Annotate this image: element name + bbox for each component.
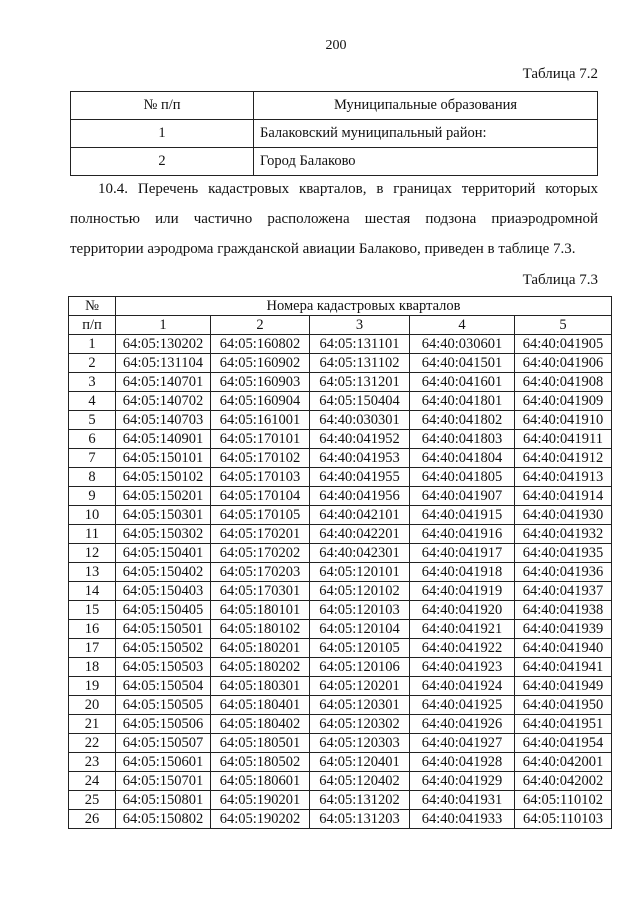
cadastral-quarter-cell: 64:05:120401 [310, 753, 410, 772]
cadastral-quarter-cell: 64:05:160802 [211, 335, 310, 354]
cadastral-quarter-cell: 64:05:150403 [116, 582, 211, 601]
table-row [69, 525, 612, 544]
row-number: 7 [69, 449, 116, 468]
cadastral-quarter-cell: 64:05:150405 [116, 601, 211, 620]
row-number: 10 [69, 506, 116, 525]
cadastral-quarter-cell: 64:40:041805 [410, 468, 515, 487]
cadastral-quarter-cell: 64:05:120106 [310, 658, 410, 677]
row-number: 20 [69, 696, 116, 715]
cadastral-quarter-cell: 64:40:041803 [410, 430, 515, 449]
cell: 1 [71, 120, 254, 148]
cadastral-quarter-cell: 64:05:150507 [116, 734, 211, 753]
table-row [69, 772, 612, 791]
row-number: 19 [69, 677, 116, 696]
cadastral-quarter-cell: 64:05:150102 [116, 468, 211, 487]
cadastral-quarter-cell: 64:05:180402 [211, 715, 310, 734]
cadastral-quarter-cell: 64:05:170102 [211, 449, 310, 468]
cadastral-quarter-cell: 64:05:180102 [211, 620, 310, 639]
cadastral-quarter-cell: 64:40:041928 [410, 753, 515, 772]
cadastral-quarter-cell: 64:40:041941 [515, 658, 612, 677]
table-row [69, 620, 612, 639]
table-header-row [69, 316, 612, 335]
row-number: 16 [69, 620, 116, 639]
row-number: 23 [69, 753, 116, 772]
cadastral-quarter-cell: 64:05:150501 [116, 620, 211, 639]
cadastral-quarter-cell: 64:40:030601 [410, 335, 515, 354]
cadastral-quarter-cell: 64:40:041954 [515, 734, 612, 753]
cadastral-quarter-cell: 64:05:120101 [310, 563, 410, 582]
cadastral-quarter-cell: 64:05:180501 [211, 734, 310, 753]
row-number: 13 [69, 563, 116, 582]
cadastral-quarter-cell: 64:05:131202 [310, 791, 410, 810]
cadastral-quarter-cell: 64:05:150802 [116, 810, 211, 829]
cadastral-quarter-cell: 64:40:041923 [410, 658, 515, 677]
cadastral-quarter-cell: 64:40:042101 [310, 506, 410, 525]
cadastral-quarter-cell: 64:05:180201 [211, 639, 310, 658]
column-header: 2 [211, 316, 310, 335]
cadastral-quarter-cell: 64:05:180502 [211, 753, 310, 772]
cadastral-quarter-cell: 64:05:150801 [116, 791, 211, 810]
cadastral-quarter-cell: 64:05:150506 [116, 715, 211, 734]
row-number: 26 [69, 810, 116, 829]
column-header: 3 [310, 316, 410, 335]
cadastral-quarter-cell: 64:05:131102 [310, 354, 410, 373]
cadastral-quarter-cell: 64:40:041938 [515, 601, 612, 620]
table-row [69, 449, 612, 468]
cadastral-quarter-cell: 64:40:041936 [515, 563, 612, 582]
cadastral-quarter-cell: 64:40:042301 [310, 544, 410, 563]
cadastral-quarter-cell: 64:05:150404 [310, 392, 410, 411]
cadastral-quarter-cell: 64:05:120105 [310, 639, 410, 658]
cadastral-quarter-cell: 64:05:131104 [116, 354, 211, 373]
cadastral-quarter-cell: 64:05:170105 [211, 506, 310, 525]
table-row [69, 335, 612, 354]
cadastral-quarter-cell: 64:05:170203 [211, 563, 310, 582]
header-group: Номера кадастровых кварталов [116, 297, 612, 316]
table-row [69, 392, 612, 411]
cadastral-quarter-cell: 64:40:041937 [515, 582, 612, 601]
table-row [69, 677, 612, 696]
page-number: 200 [325, 38, 347, 53]
row-number: 9 [69, 487, 116, 506]
row-number: 22 [69, 734, 116, 753]
table-row [69, 696, 612, 715]
cadastral-quarter-cell: 64:05:180401 [211, 696, 310, 715]
cadastral-quarter-cell: 64:05:170103 [211, 468, 310, 487]
cadastral-quarter-cell: 64:40:041929 [410, 772, 515, 791]
row-number: 2 [69, 354, 116, 373]
cadastral-quarter-cell: 64:05:120301 [310, 696, 410, 715]
cadastral-quarter-cell: 64:05:170101 [211, 430, 310, 449]
cadastral-quarter-cell: 64:05:150101 [116, 449, 211, 468]
cadastral-quarter-cell: 64:40:041940 [515, 639, 612, 658]
column-header: 4 [410, 316, 515, 335]
cadastral-quarter-cell: 64:05:150401 [116, 544, 211, 563]
paragraph-10-4 [70, 174, 598, 264]
cadastral-quarter-cell: 64:40:041916 [410, 525, 515, 544]
table-row [69, 810, 612, 829]
cadastral-quarter-cell: 64:40:041907 [410, 487, 515, 506]
cell: 2 [71, 148, 254, 176]
table-row [69, 373, 612, 392]
cadastral-quarter-cell: 64:40:030301 [310, 411, 410, 430]
cadastral-quarter-cell: 64:05:150504 [116, 677, 211, 696]
table-7-3 [68, 296, 612, 829]
cadastral-quarter-cell: 64:05:150601 [116, 753, 211, 772]
row-number: 6 [69, 430, 116, 449]
cadastral-quarter-cell: 64:40:042001 [515, 753, 612, 772]
cadastral-quarter-cell: 64:40:041919 [410, 582, 515, 601]
cadastral-quarter-cell: 64:05:170201 [211, 525, 310, 544]
cadastral-quarter-cell: 64:05:150503 [116, 658, 211, 677]
cadastral-quarter-cell: 64:05:140901 [116, 430, 211, 449]
cadastral-quarter-cell: 64:40:041501 [410, 354, 515, 373]
cadastral-quarter-cell: 64:40:041801 [410, 392, 515, 411]
cadastral-quarter-cell: 64:40:041926 [410, 715, 515, 734]
row-number: 8 [69, 468, 116, 487]
cadastral-quarter-cell: 64:40:041917 [410, 544, 515, 563]
cadastral-quarter-cell: 64:05:170202 [211, 544, 310, 563]
cadastral-quarter-cell: 64:40:041905 [515, 335, 612, 354]
cadastral-quarter-cell: 64:40:041913 [515, 468, 612, 487]
table-row [69, 506, 612, 525]
cadastral-quarter-cell: 64:40:041932 [515, 525, 612, 544]
column-header: 5 [515, 316, 612, 335]
table-row [69, 487, 612, 506]
table-row [69, 411, 612, 430]
cadastral-quarter-cell: 64:40:041933 [410, 810, 515, 829]
cadastral-quarter-cell: 64:05:131101 [310, 335, 410, 354]
cadastral-quarter-cell: 64:40:041930 [515, 506, 612, 525]
cadastral-quarter-cell: 64:40:041949 [515, 677, 612, 696]
cadastral-quarter-cell: 64:05:180202 [211, 658, 310, 677]
cadastral-quarter-cell: 64:40:041956 [310, 487, 410, 506]
cadastral-quarter-cell: 64:40:041950 [515, 696, 612, 715]
cadastral-quarter-cell: 64:40:041601 [410, 373, 515, 392]
cadastral-quarter-cell: 64:05:190201 [211, 791, 310, 810]
cadastral-quarter-cell: 64:05:140701 [116, 373, 211, 392]
cadastral-quarter-cell: 64:40:041908 [515, 373, 612, 392]
table-7-2-caption: Таблица 7.2 [522, 66, 598, 82]
cadastral-quarter-cell: 64:05:130202 [116, 335, 211, 354]
cadastral-quarter-cell: 64:05:120303 [310, 734, 410, 753]
cadastral-quarter-cell: 64:05:120103 [310, 601, 410, 620]
cadastral-quarter-cell: 64:40:041915 [410, 506, 515, 525]
cadastral-quarter-cell: 64:05:150302 [116, 525, 211, 544]
cadastral-quarter-cell: 64:05:140702 [116, 392, 211, 411]
table-row [69, 563, 612, 582]
row-number: 5 [69, 411, 116, 430]
table-row [69, 354, 612, 373]
row-number: 24 [69, 772, 116, 791]
header-number-top: № [69, 297, 116, 316]
header-municipality: Муниципальные образования [254, 92, 598, 120]
cadastral-quarter-cell: 64:40:041921 [410, 620, 515, 639]
table-header-row [71, 92, 598, 120]
table-row [69, 544, 612, 563]
cadastral-quarter-cell: 64:05:150701 [116, 772, 211, 791]
table-row [69, 468, 612, 487]
table-header-row [69, 297, 612, 316]
table-row [69, 639, 612, 658]
table-row [69, 582, 612, 601]
table-row [71, 148, 598, 176]
cadastral-quarter-cell: 64:40:041911 [515, 430, 612, 449]
cadastral-quarter-cell: 64:40:041927 [410, 734, 515, 753]
column-header: 1 [116, 316, 211, 335]
cadastral-quarter-cell: 64:05:180101 [211, 601, 310, 620]
table-row [69, 734, 612, 753]
cadastral-quarter-cell: 64:05:120104 [310, 620, 410, 639]
cadastral-quarter-cell: 64:05:161001 [211, 411, 310, 430]
cadastral-quarter-cell: 64:40:041922 [410, 639, 515, 658]
cadastral-quarter-cell: 64:40:041804 [410, 449, 515, 468]
cadastral-quarter-cell: 64:05:120402 [310, 772, 410, 791]
cadastral-quarter-cell: 64:05:110102 [515, 791, 612, 810]
header-number-bottom: п/п [69, 316, 116, 335]
table-7-3-caption: Таблица 7.3 [522, 272, 598, 288]
cadastral-quarter-cell: 64:40:041909 [515, 392, 612, 411]
cadastral-quarter-cell: 64:40:041914 [515, 487, 612, 506]
table-row [69, 791, 612, 810]
cadastral-quarter-cell: 64:05:140703 [116, 411, 211, 430]
row-number: 4 [69, 392, 116, 411]
cadastral-quarter-cell: 64:05:180601 [211, 772, 310, 791]
table-row [69, 658, 612, 677]
cadastral-quarter-cell: 64:40:041935 [515, 544, 612, 563]
cadastral-quarter-cell: 64:40:042002 [515, 772, 612, 791]
cadastral-quarter-cell: 64:40:041925 [410, 696, 515, 715]
row-number: 21 [69, 715, 116, 734]
cadastral-quarter-cell: 64:40:041918 [410, 563, 515, 582]
cadastral-quarter-cell: 64:05:120102 [310, 582, 410, 601]
row-number: 17 [69, 639, 116, 658]
cadastral-quarter-cell: 64:40:041912 [515, 449, 612, 468]
cadastral-quarter-cell: 64:05:131203 [310, 810, 410, 829]
row-number: 18 [69, 658, 116, 677]
header-number: № п/п [71, 92, 254, 120]
cadastral-quarter-cell: 64:40:041951 [515, 715, 612, 734]
cadastral-quarter-cell: 64:05:160902 [211, 354, 310, 373]
cadastral-quarter-cell: 64:05:180301 [211, 677, 310, 696]
cadastral-quarter-cell: 64:05:150502 [116, 639, 211, 658]
cell: Балаковский муниципальный район: [254, 120, 598, 148]
cadastral-quarter-cell: 64:05:131201 [310, 373, 410, 392]
table-row [69, 430, 612, 449]
cadastral-quarter-cell: 64:05:150402 [116, 563, 211, 582]
cadastral-quarter-cell: 64:40:041931 [410, 791, 515, 810]
table-7-2 [70, 91, 598, 176]
table-row [69, 715, 612, 734]
table-row [71, 120, 598, 148]
cadastral-quarter-cell: 64:40:041939 [515, 620, 612, 639]
row-number: 11 [69, 525, 116, 544]
cell: Город Балаково [254, 148, 598, 176]
cadastral-quarter-cell: 64:05:110103 [515, 810, 612, 829]
cadastral-quarter-cell: 64:05:150505 [116, 696, 211, 715]
cadastral-quarter-cell: 64:05:150201 [116, 487, 211, 506]
cadastral-quarter-cell: 64:40:041920 [410, 601, 515, 620]
row-number: 25 [69, 791, 116, 810]
cadastral-quarter-cell: 64:40:041924 [410, 677, 515, 696]
row-number: 14 [69, 582, 116, 601]
cadastral-quarter-cell: 64:05:160904 [211, 392, 310, 411]
row-number: 12 [69, 544, 116, 563]
cadastral-quarter-cell: 64:05:150301 [116, 506, 211, 525]
cadastral-quarter-cell: 64:40:041955 [310, 468, 410, 487]
row-number: 15 [69, 601, 116, 620]
row-number: 3 [69, 373, 116, 392]
cadastral-quarter-cell: 64:05:160903 [211, 373, 310, 392]
cadastral-quarter-cell: 64:05:120302 [310, 715, 410, 734]
cadastral-quarter-cell: 64:40:041910 [515, 411, 612, 430]
cadastral-quarter-cell: 64:05:170301 [211, 582, 310, 601]
table-row [69, 601, 612, 620]
cadastral-quarter-cell: 64:40:041952 [310, 430, 410, 449]
paragraph-text: 10.4. Перечень кадастровых кварталов, в границах территорий которых полностью или частично расположена шестая подзона приаэродромной территории аэродрома гражданской авиации Балаково, приведен в таблице 7.3. [70, 181, 598, 257]
cadastral-quarter-cell: 64:40:041906 [515, 354, 612, 373]
table-row [69, 753, 612, 772]
cadastral-quarter-cell: 64:40:041802 [410, 411, 515, 430]
cadastral-quarter-cell: 64:05:170104 [211, 487, 310, 506]
cadastral-quarter-cell: 64:40:041953 [310, 449, 410, 468]
cadastral-quarter-cell: 64:05:190202 [211, 810, 310, 829]
cadastral-quarter-cell: 64:05:120201 [310, 677, 410, 696]
row-number: 1 [69, 335, 116, 354]
cadastral-quarter-cell: 64:40:042201 [310, 525, 410, 544]
